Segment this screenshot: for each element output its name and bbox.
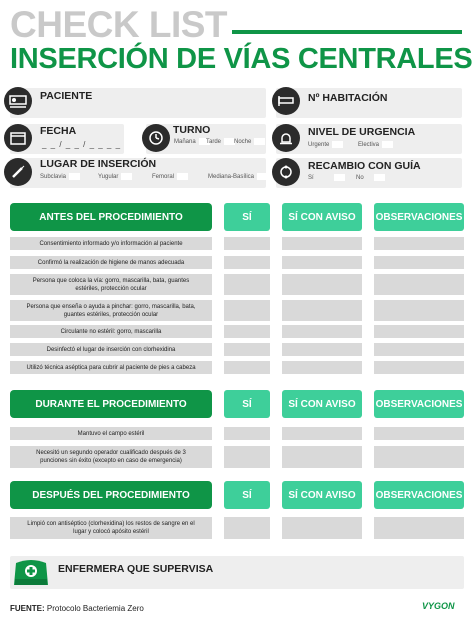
- alarm-light-icon: [272, 124, 300, 152]
- durante-item-1: Mantuvo el campo estéril: [10, 427, 212, 440]
- antes-item-5-si[interactable]: [224, 325, 270, 338]
- title-divider: [232, 30, 462, 34]
- antes-item-3-si[interactable]: [224, 274, 270, 295]
- column-si-con-aviso: SÍ CON AVISO: [282, 203, 362, 231]
- durante-item-1-si[interactable]: [224, 427, 270, 440]
- column-observaciones: OBSERVACIONES: [374, 481, 464, 509]
- despues-item-1-aviso[interactable]: [282, 517, 362, 539]
- lugar-option-yugular[interactable]: Yugular: [98, 173, 132, 180]
- antes-item-5-aviso[interactable]: [282, 325, 362, 338]
- turno-label: TURNO: [173, 124, 211, 136]
- clock-icon: [142, 124, 170, 152]
- room-bed-icon: [272, 87, 300, 115]
- durante-item-1-obs[interactable]: [374, 427, 464, 440]
- antes-item-3: Persona que coloca la vía: gorro, mascarilla, bata, guantes estériles, protección ocular: [10, 274, 212, 295]
- column-si: SÍ: [224, 481, 270, 509]
- vygon-logo: VYGON: [422, 601, 455, 611]
- recambio-option-no[interactable]: No: [356, 174, 385, 181]
- habitacion-label: Nº HABITACIÓN: [308, 92, 388, 104]
- nurse-hat-icon: [10, 557, 52, 589]
- section-durante-title: DURANTE EL PROCEDIMIENTO: [10, 390, 212, 418]
- syringe-icon: [4, 158, 32, 186]
- checkbox[interactable]: [382, 141, 393, 148]
- despues-item-1: Limpió con antiséptico (clorhexidina) los restos de sangre en el lugar y colocó apósito estéril: [10, 517, 212, 539]
- durante-item-2: Necesitó un segundo operador cualificado después de 3 punciones sin éxito (excepto en caso de emergencia): [10, 446, 212, 468]
- turno-option-noche[interactable]: Noche: [234, 138, 265, 145]
- antes-item-7: Utilizó técnica aséptica para cubrir al paciente de pies a cabeza: [10, 361, 212, 374]
- checkbox[interactable]: [332, 141, 343, 148]
- footer-source: FUENTE: Protocolo Bacteriemia Zero: [10, 604, 144, 613]
- antes-item-2: Confirmó la realización de higiene de manos adecuada: [10, 256, 212, 269]
- recambio-option-si[interactable]: Sí: [308, 174, 345, 181]
- calendar-icon: [4, 124, 32, 152]
- antes-item-4: Persona que enseña o ayuda a pinchar: gorro, mascarilla, bata, guantes estériles, protección ocular: [10, 300, 212, 321]
- antes-item-1: Consentimiento informado y/o información al paciente: [10, 237, 212, 250]
- exchange-icon: [272, 158, 300, 186]
- checkbox[interactable]: [334, 174, 345, 181]
- section-despues-title: DESPUÉS DEL PROCEDIMIENTO: [10, 481, 212, 509]
- urgencia-option-urgente[interactable]: Urgente: [308, 141, 343, 148]
- checkbox[interactable]: [69, 173, 80, 180]
- antes-item-2-obs[interactable]: [374, 256, 464, 269]
- title-checklist: CHECK LIST: [10, 4, 227, 45]
- fecha-label: FECHA: [40, 125, 77, 137]
- antes-item-4-aviso[interactable]: [282, 300, 362, 321]
- antes-item-2-aviso[interactable]: [282, 256, 362, 269]
- antes-item-7-aviso[interactable]: [282, 361, 362, 374]
- title-main: INSERCIÓN DE VÍAS CENTRALES: [10, 43, 473, 75]
- antes-item-6: Desinfectó el lugar de inserción con clorhexidina: [10, 343, 212, 356]
- despues-item-1-obs[interactable]: [374, 517, 464, 539]
- antes-item-5-obs[interactable]: [374, 325, 464, 338]
- urgencia-label: NIVEL DE URGENCIA: [308, 126, 416, 138]
- lugar-option-mediana-basilica[interactable]: Mediana-Basílica: [208, 173, 268, 180]
- antes-item-7-si[interactable]: [224, 361, 270, 374]
- antes-item-2-si[interactable]: [224, 256, 270, 269]
- despues-item-1-si[interactable]: [224, 517, 270, 539]
- paciente-label: PACIENTE: [40, 90, 93, 102]
- column-si: SÍ: [224, 390, 270, 418]
- checkbox[interactable]: [257, 173, 268, 180]
- lugar-option-femoral[interactable]: Femoral: [152, 173, 188, 180]
- durante-item-1-aviso[interactable]: [282, 427, 362, 440]
- patient-bed-icon: [4, 87, 32, 115]
- lugar-label: LUGAR DE INSERCIÓN: [40, 158, 157, 170]
- column-si-con-aviso: SÍ CON AVISO: [282, 390, 362, 418]
- checkbox[interactable]: [177, 173, 188, 180]
- fecha-placeholder: _ _ / _ _ / _ _ _ _: [42, 140, 122, 149]
- checkbox[interactable]: [374, 174, 385, 181]
- turno-option-manana[interactable]: Mañana: [174, 138, 210, 145]
- durante-item-2-si[interactable]: [224, 446, 270, 468]
- antes-item-1-si[interactable]: [224, 237, 270, 250]
- lugar-option-subclavia[interactable]: Subclavia: [40, 173, 80, 180]
- antes-item-3-aviso[interactable]: [282, 274, 362, 295]
- antes-item-4-obs[interactable]: [374, 300, 464, 321]
- supervisor-label: ENFERMERA QUE SUPERVISA: [58, 563, 214, 575]
- antes-item-4-si[interactable]: [224, 300, 270, 321]
- column-si: SÍ: [224, 203, 270, 231]
- urgencia-option-electiva[interactable]: Electiva: [358, 141, 393, 148]
- checkbox[interactable]: [254, 138, 265, 145]
- antes-item-5: Circulante no estéril: gorro, mascarilla: [10, 325, 212, 338]
- antes-item-1-obs[interactable]: [374, 237, 464, 250]
- turno-option-tarde[interactable]: Tarde: [206, 138, 235, 145]
- durante-item-2-aviso[interactable]: [282, 446, 362, 468]
- antes-item-3-obs[interactable]: [374, 274, 464, 295]
- antes-item-7-obs[interactable]: [374, 361, 464, 374]
- column-observaciones: OBSERVACIONES: [374, 203, 464, 231]
- antes-item-6-obs[interactable]: [374, 343, 464, 356]
- section-antes-title: ANTES DEL PROCEDIMIENTO: [10, 203, 212, 231]
- antes-item-1-aviso[interactable]: [282, 237, 362, 250]
- antes-item-6-si[interactable]: [224, 343, 270, 356]
- antes-item-6-aviso[interactable]: [282, 343, 362, 356]
- checkbox[interactable]: [121, 173, 132, 180]
- durante-item-2-obs[interactable]: [374, 446, 464, 468]
- recambio-label: RECAMBIO CON GUÍA: [308, 160, 421, 172]
- column-si-con-aviso: SÍ CON AVISO: [282, 481, 362, 509]
- column-observaciones: OBSERVACIONES: [374, 390, 464, 418]
